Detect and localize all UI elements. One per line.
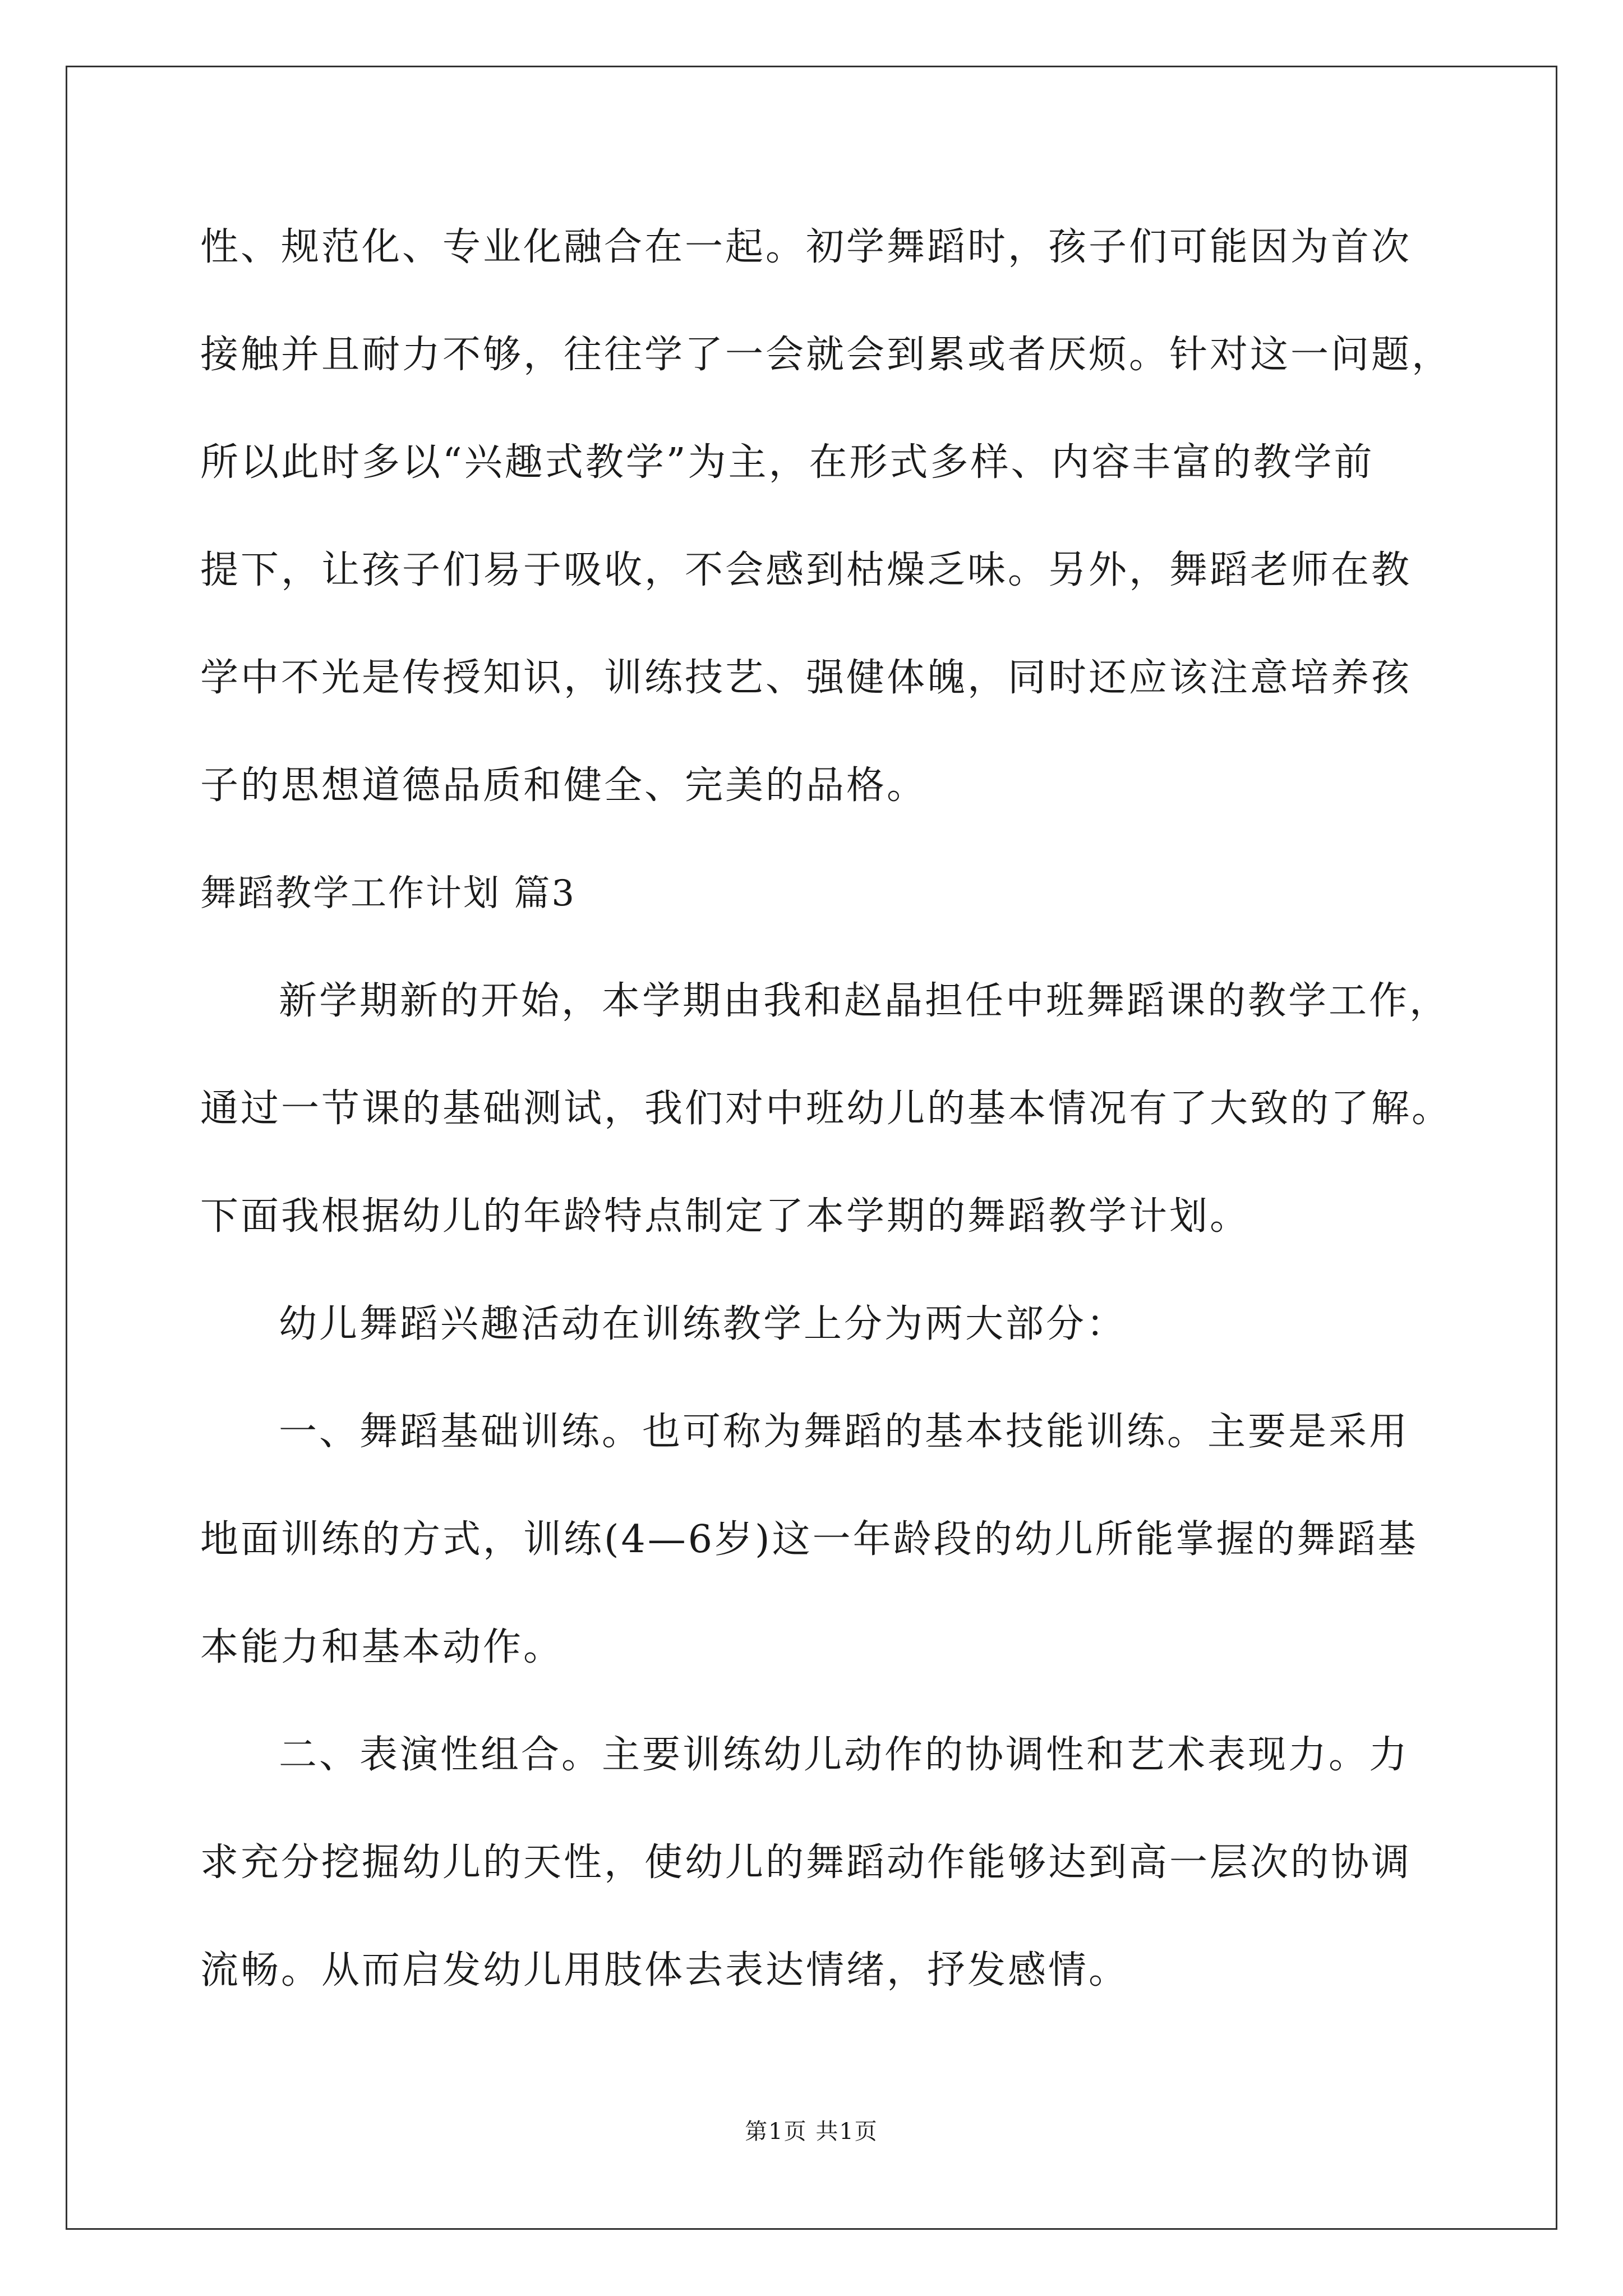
text-line: 一、舞蹈基础训练。也可称为舞蹈的基本技能训练。主要是采用 xyxy=(279,1410,1410,1454)
text-line: 求充分挖掘幼儿的天性，使幼儿的舞蹈动作能够达到高一层次的协调 xyxy=(200,1841,1412,1885)
text-line: 地面训练的方式，训练(4—6岁)这一年龄段的幼儿所能掌握的舞蹈基 xyxy=(200,1517,1418,1562)
text-line: 二、表演性组合。主要训练幼儿动作的协调性和艺术表现力。力 xyxy=(279,1733,1410,1777)
text-line: 所以此时多以“兴趣式教学”为主，在形式多样、内容丰富的教学前 xyxy=(200,440,1375,485)
text-line: 下面我根据幼儿的年龄特点制定了本学期的舞蹈教学计划。 xyxy=(200,1194,1251,1239)
text-line: 通过一节课的基础测试，我们对中班幼儿的基本情况有了大致的了解。 xyxy=(200,1087,1453,1131)
text-line: 流畅。从而启发幼儿用肢体去表达情绪，抒发感情。 xyxy=(200,1948,1129,1993)
section-heading: 舞蹈教学工作计划 篇3 xyxy=(200,873,577,914)
text-line: 学中不光是传授知识，训练技艺、强健体魄，同时还应该注意培养孩 xyxy=(200,656,1412,700)
text-line: 本能力和基本动作。 xyxy=(200,1625,564,1669)
text-line: 幼儿舞蹈兴趣活动在训练教学上分为两大部分： xyxy=(279,1302,1127,1346)
text-line: 新学期新的开始，本学期由我和赵晶担任中班舞蹈课的教学工作， xyxy=(279,979,1450,1023)
text-line: 提下，让孩子们易于吸收，不会感到枯燥乏味。另外，舞蹈老师在教 xyxy=(200,548,1412,592)
text-line: 子的思想道德品质和健全、完美的品格。 xyxy=(200,763,928,808)
text-line: 接触并且耐力不够，往往学了一会就会到累或者厌烦。针对这一问题， xyxy=(200,333,1453,377)
document-body xyxy=(200,194,1453,2024)
text-line: 性、规范化、专业化融合在一起。初学舞蹈时，孩子们可能因为首次 xyxy=(200,225,1412,269)
page-footer: 第1页 共1页 xyxy=(745,2119,878,2145)
